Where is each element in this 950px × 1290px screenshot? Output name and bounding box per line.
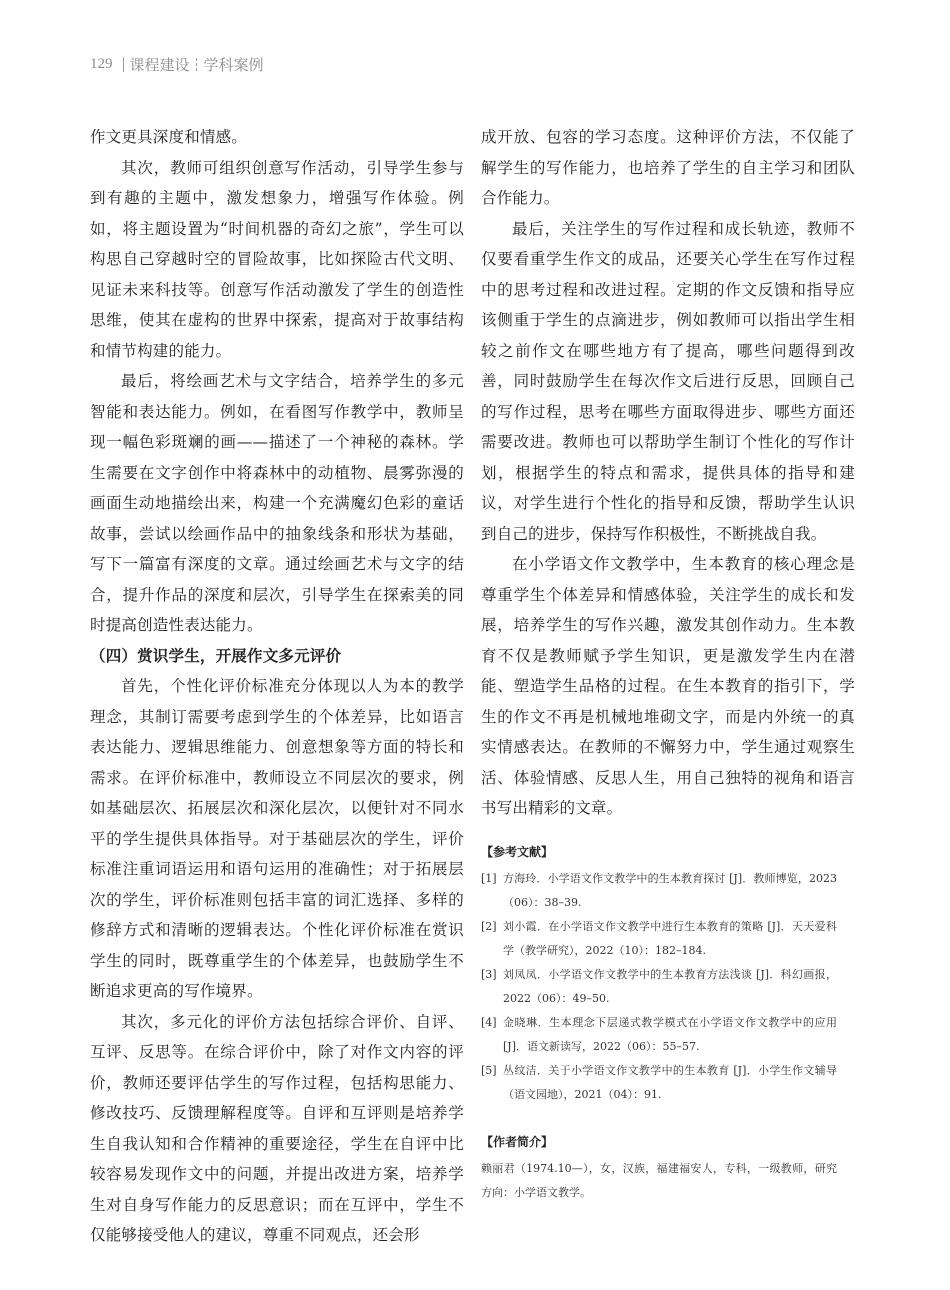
reference-index: [3] bbox=[481, 968, 497, 981]
reference-item bbox=[481, 1011, 837, 1059]
references-title: 【参考文献】 bbox=[481, 845, 554, 859]
paragraph: 其次，多元化的评价方法包括综合评价、自评、互评、反思等。在综合评价中，除了对作文内容的评价，教师还要评估学生的写作过程，包括构思能力、修改技巧、反馈理解程度等。自评和互评则是培养学生自我认知和合作精神的重要途径，学生在自评中比较容易发现作文中的问题，并提出改进方案，培养学生对自身写作能力的反思意识；而在互评中，学生不仅能够接受他人的建议，尊重不同观点，还会形 bbox=[90, 1012, 464, 1244]
reference-item bbox=[481, 867, 837, 915]
reference-index: [5] bbox=[481, 1064, 497, 1077]
paragraph: 首先，个性化评价标准充分体现以人为本的教学理念，其制订需要考虑到学生的个体差异，比如语言表达能力、逻辑思维能力、创意想象等方面的特长和需求。在评价标准中，教师设立不同层次的要求，例如基础层次、拓展层次和深化层次，以便针对不同水平的学生提供具体指导。对于基础层次的学生，评价标准注重词语运用和语句运用的准确性；对于拓展层次的学生，评价标准则包括丰富的词汇选择、多样的修辞方式和清晰的逻辑表达。个性化评价标准在赏识学生的同时，既尊重学生的个体差异，也鼓励学生不断追求更高的写作境界。 bbox=[90, 677, 464, 1000]
reference-text: 刘凤凤．小学语文作文教学中的生本教育方法浅谈 [J]．科幻画报，2022（06）：49–50. bbox=[503, 968, 837, 1005]
right-column bbox=[481, 122, 855, 824]
paragraph: 最后，关注学生的写作过程和成长轨迹，教师不仅要看重学生作文的成品，还要关心学生在写作过程中的思考过程和改进过程。定期的作文反馈和指导应该侧重于学生的点滴进步，例如教师可以指出学生相较之前作文在哪些地方有了提高，哪些问题得到改善，同时鼓励学生在每次作文后进行反思，回顾自己的写作过程，思考在哪些方面取得进步、哪些方面还需要改进。教师也可以帮助学生制订个性化的写作计划，根据学生的特点和需求，提供具体的指导和建议，对学生进行个性化的指导和反馈，帮助学生认识到自己的进步，保持写作积极性，不断挑战自我。 bbox=[481, 219, 855, 543]
page-number: 129 bbox=[90, 55, 113, 72]
paragraph: 作文更具深度和情感。 bbox=[90, 128, 248, 146]
references-section bbox=[481, 843, 837, 1107]
reference-item bbox=[481, 1059, 837, 1107]
reference-item bbox=[481, 963, 837, 1011]
header-section: 课程建设 bbox=[129, 55, 190, 74]
reference-item bbox=[481, 915, 837, 963]
running-header bbox=[90, 52, 264, 76]
reference-text: 刘小霞．在小学语文作文教学中进行生本教育的策略 [J]．天天爱科学（教学研究），2022（10）：182–184. bbox=[503, 920, 837, 957]
reference-text: 方海玲．小学语文作文教学中的生本教育探讨 [J]．教师博览，2023（06）：38–39. bbox=[503, 872, 837, 909]
author-intro-section bbox=[481, 1133, 837, 1205]
paragraph: 其次，教师可组织创意写作活动，引导学生参与到有趣的主题中，激发想象力，增强写作体验。例如，将主题设置为“时间机器的奇幻之旅”，学生可以构思自己穿越时空的冒险故事，比如探险古代文明、见证未来科技等。创意写作活动激发了学生的创造性思维，使其在虚构的世界中探索，提高对于故事结构和情节构建的能力。 bbox=[90, 158, 464, 360]
header-dashed-divider bbox=[196, 58, 198, 71]
reference-index: [1] bbox=[481, 872, 497, 885]
left-column bbox=[90, 122, 464, 1251]
section-heading: （四）赏识学生，开展作文多元评价 bbox=[90, 646, 342, 665]
paragraph: 在小学语文作文教学中，生本教育的核心理念是尊重学生个体差异和情感体验，关注学生的成长和发展，培养学生的写作兴趣，激发其创作动力。生本教育不仅是教师赋予学生知识，更是激发学生内在潜能、塑造学生品格的过程。在生本教育的指引下，学生的作文不再是机械地堆砌文字，而是内外统一的真实情感表达。在教师的不懈努力中，学生通过观察生活、体验情感、反思人生，用自己独特的视角和语言书写出精彩的文章。 bbox=[481, 555, 855, 817]
author-intro-title: 【作者简介】 bbox=[481, 1135, 554, 1149]
reference-index: [4] bbox=[481, 1016, 497, 1029]
header-divider bbox=[123, 57, 124, 72]
references-list bbox=[481, 867, 837, 1107]
header-subsection: 学科案例 bbox=[203, 55, 264, 74]
paragraph: 成开放、包容的学习态度。这种评价方法，不仅能了解学生的写作能力，也培养了学生的自主学习和团队合作能力。 bbox=[481, 128, 855, 207]
reference-text: 金晓琳．生本理念下层递式教学模式在小学语文作文教学中的应用 [J]．语文新读写，2022（06）：55–57. bbox=[503, 1016, 837, 1053]
reference-index: [2] bbox=[481, 920, 497, 933]
author-intro-text: 赖丽君（1974.10—），女，汉族，福建福安人，专科，一级教师，研究方向：小学语文教学。 bbox=[481, 1162, 837, 1199]
reference-text: 丛纹洁．关于小学语文作文教学中的生本教育 [J]．小学生作文辅导（语文园地），2021（04）：91. bbox=[503, 1064, 837, 1101]
paragraph: 最后，将绘画艺术与文字结合，培养学生的多元智能和表达能力。例如，在看图写作教学中，教师呈现一幅色彩斑斓的画——描述了一个神秘的森林。学生需要在文字创作中将森林中的动植物、晨雾弥漫的画面生动地描绘出来，构建一个充满魔幻色彩的童话故事，尝试以绘画作品中的抽象线条和形状为基础，写下一篇富有深度的文章。通过绘画艺术与文字的结合，提升作品的深度和层次，引导学生在探索美的同时提高创造性表达能力。 bbox=[90, 372, 464, 634]
